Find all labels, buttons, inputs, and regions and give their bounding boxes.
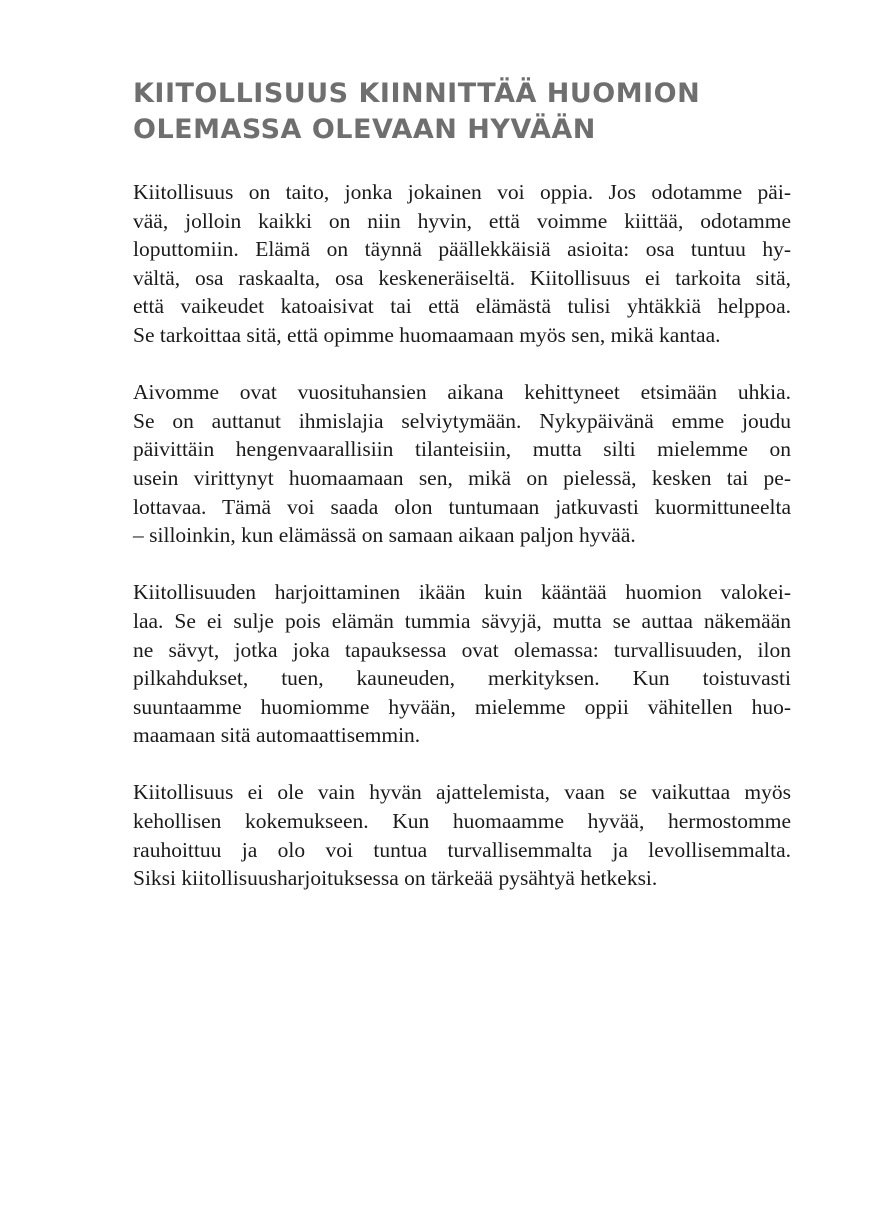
text-line: pilkahdukset, tuen, kauneuden, merkityksen. Kun toistuvasti <box>133 666 791 691</box>
paragraph-2 <box>133 378 791 550</box>
paragraph-3 <box>133 578 791 750</box>
text-line: Se tarkoittaa sitä, että opimme huomaamaan myös sen, mikä kantaa. <box>133 322 721 347</box>
text-line: maamaan sitä automaattisemmin. <box>133 723 421 748</box>
text-line: vää, jolloin kaikki on niin hyvin, että voimme kiittää, odotamme <box>133 208 791 233</box>
text-line: Siksi kiitollisuusharjoituksessa on tärkeää pysähtyä hetkeksi. <box>133 866 658 891</box>
text-line: vältä, osa raskaalta, osa keskeneräiseltä. Kiitollisuus ei tarkoita sitä, <box>133 265 791 290</box>
paragraph-1 <box>133 178 791 350</box>
text-line: rauhoittuu ja olo voi tuntua turvallisemmalta ja levollisemmalta. <box>133 837 791 862</box>
text-line: päivittäin hengenvaarallisiin tilanteisiin, mutta silti mielemme on <box>133 437 791 462</box>
text-line: loputtomiin. Elämä on täynnä päällekkäisiä asioita: osa tuntuu hy- <box>133 237 791 262</box>
text-line: Aivomme ovat vuosituhansien aikana kehittyneet etsimään uhkia. <box>133 380 791 405</box>
text-line: Kiitollisuus on taito, jonka jokainen voi oppia. Jos odotamme päi- <box>133 180 791 204</box>
text-line: kehollisen kokemukseen. Kun huomaamme hyvää, hermostomme <box>133 809 791 834</box>
text-line: Kiitollisuus ei ole vain hyvän ajattelemista, vaan se vaikuttaa myös <box>133 780 791 805</box>
heading-line-1: KIITOLLISUUS KIINNITTÄÄ HUOMION <box>133 78 701 109</box>
text-line: että vaikeudet katoaisivat tai että elämästä tulisi yhtäkkiä helppoa. <box>133 294 791 319</box>
text-line: – silloinkin, kun elämässä on samaan aikaan paljon hyvää. <box>133 523 636 548</box>
text-line: lottavaa. Tämä voi saada olon tuntumaan jatkuvasti kuormittuneelta <box>133 494 791 519</box>
text-line: usein virittynyt huomaamaan sen, mikä on pielessä, kesken tai pe- <box>133 465 791 490</box>
page-heading <box>133 76 793 148</box>
text-line: Kiitollisuuden harjoittaminen ikään kuin kääntää huomion valokei- <box>133 580 791 605</box>
body-text <box>133 178 791 921</box>
paragraph-4 <box>133 778 791 892</box>
text-line: Se on auttanut ihmislajia selviytymään. Nykypäivänä emme joudu <box>133 408 791 433</box>
heading-line-2: OLEMASSA OLEVAAN HYVÄÄN <box>133 114 596 145</box>
text-line: laa. Se ei sulje pois elämän tummia sävyjä, mutta se auttaa näkemään <box>133 608 791 633</box>
text-line: ne sävyt, jotka joka tapauksessa ovat olemassa: turvallisuuden, ilon <box>133 637 791 662</box>
text-line: suuntaamme huomiomme hyvään, mielemme oppii vähitellen huo- <box>133 694 791 719</box>
